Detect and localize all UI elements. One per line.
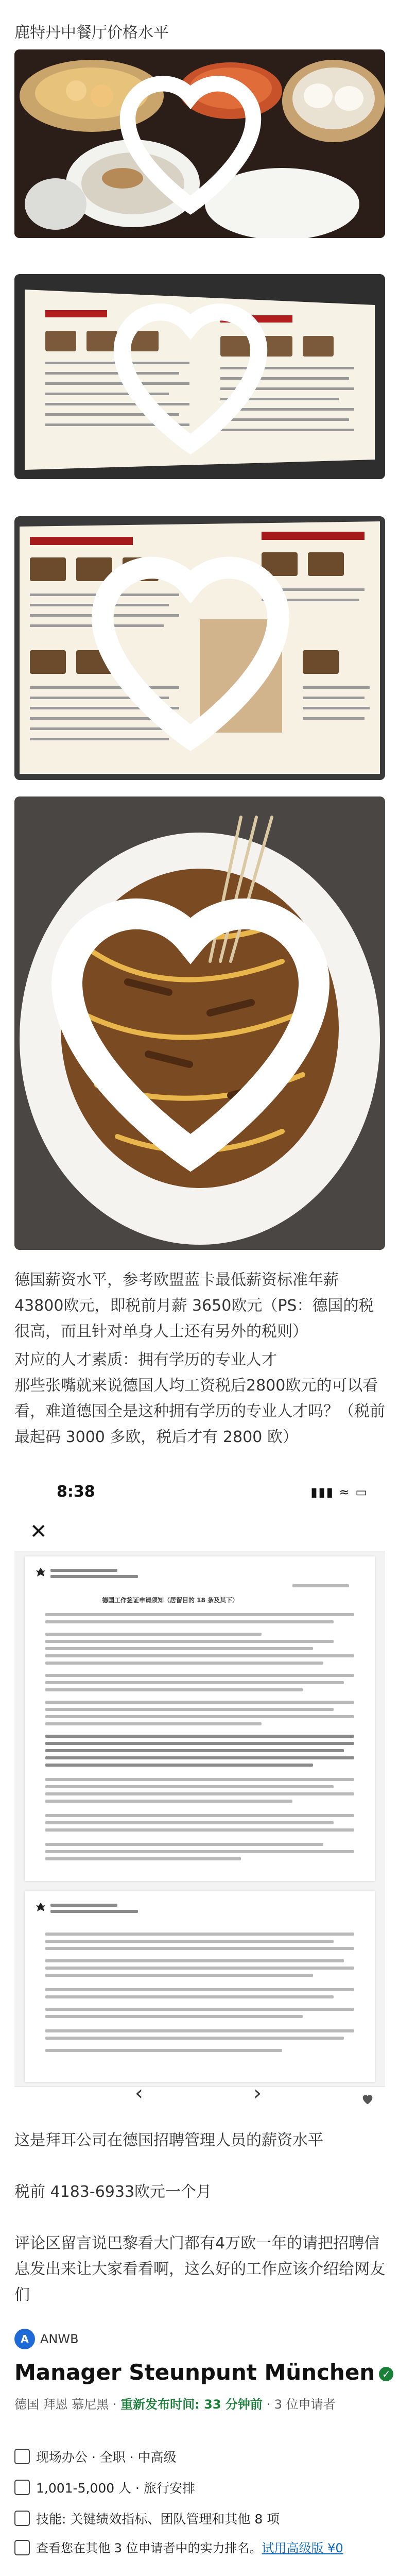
job-applicants: · 3 位申请者 [262,2397,336,2412]
premium-trial-link[interactable]: 试用高级版 ¥0 [262,2541,343,2555]
job-meta [14,2396,385,2413]
heart-icon[interactable] [14,796,376,1241]
post-paragraph-bayer: 这是拜耳公司在德国招聘管理人员的薪资水平 [14,2131,323,2149]
heart-icon[interactable] [360,2092,375,2106]
document-title: 德国工作签证申请须知（居留目的 18 条及其下） [102,1597,239,1604]
close-icon[interactable]: ✕ [30,1520,47,1544]
post-paragraph-salary: 德国薪资水平，参考欧盟蓝卡最低薪资标准年薪43800欧元，即税前月薪 3650欧元（PS：德国的税很高，而且针对单身人士还有另外的税则） [14,1271,374,1341]
post-paragraph-comment: 评论区留言说巴黎看大门都有4万欧一年的请把招聘信息发出来让大家看看啊，这么好的工作应该介绍给网友们 [14,2234,385,2304]
info-worktype: 现场办公 · 全职 · 中高级 [36,2450,177,2465]
eagle-emblem-icon [35,1567,46,1578]
building-icon [14,2480,30,2495]
document-page-1 [25,1556,375,1881]
info-row-company-size [14,2478,195,2497]
photo-noodles[interactable] [14,796,385,1250]
post-paragraph-talent: 对应的人才素质：拥有学历的专业人才 那些张嘴就来说德国人均工资税后2800欧元的可以看看，难道德国全是这种拥有学历的专业人才吗？（税前最起码 3000 多欧，税后才有 2800 欧） [14,1351,385,1446]
heart-icon[interactable] [14,49,376,229]
photo-dimsum[interactable] [14,49,385,238]
company-logo: A [14,2329,35,2349]
eagle-emblem-icon [35,1902,46,1913]
lightbulb-icon [14,2540,30,2555]
info-skills[interactable]: 技能: 关键绩效指标、团队管理和其他 8 项 [36,2512,280,2527]
info-row-premium [14,2540,385,2556]
post-title: 鹿特丹中餐厅价格水平 [14,24,169,42]
heart-icon[interactable] [14,274,376,470]
company-row[interactable] [14,2329,79,2349]
embedded-screenshot-doc [0,1473,399,2112]
pager-next-icon[interactable]: › [253,2081,262,2105]
photo-menu-1[interactable] [14,274,385,479]
info-company-size: 1,001-5,000 人 · 旅行安排 [36,2481,195,2496]
document-viewer[interactable] [14,1551,385,2087]
verified-icon: ✓ [379,2367,393,2381]
company-name[interactable]: ANWB [40,2332,79,2346]
heart-icon[interactable] [14,516,376,771]
status-bar [0,1473,399,1515]
checklist-icon [14,2511,30,2526]
job-location: 德国 拜恩 慕尼黑 · [14,2397,121,2412]
job-reposted: 重新发布时间: 33 分钟前 [120,2397,263,2412]
document-page-2 [25,1891,375,2082]
post-paragraph-range: 税前 4183-6933欧元一个月 [14,2183,212,2201]
job-title [14,2360,393,2385]
info-premium-text: 查看您在其他 3 位申请者中的实力排名。 [36,2541,262,2555]
embedded-screenshot-job [0,2318,399,2576]
briefcase-icon [14,2449,30,2464]
photo-menu-2[interactable] [14,516,385,780]
job-title-text: Manager Steunpunt München [14,2360,375,2385]
status-time: 8:38 [57,1483,95,1501]
signal-icon: ▮▮▮ ≈ ▭ [310,1485,368,1499]
pager-prev-icon[interactable]: ‹ [135,2081,143,2105]
info-row-skills[interactable] [14,2509,280,2528]
info-row-worktype [14,2447,177,2466]
